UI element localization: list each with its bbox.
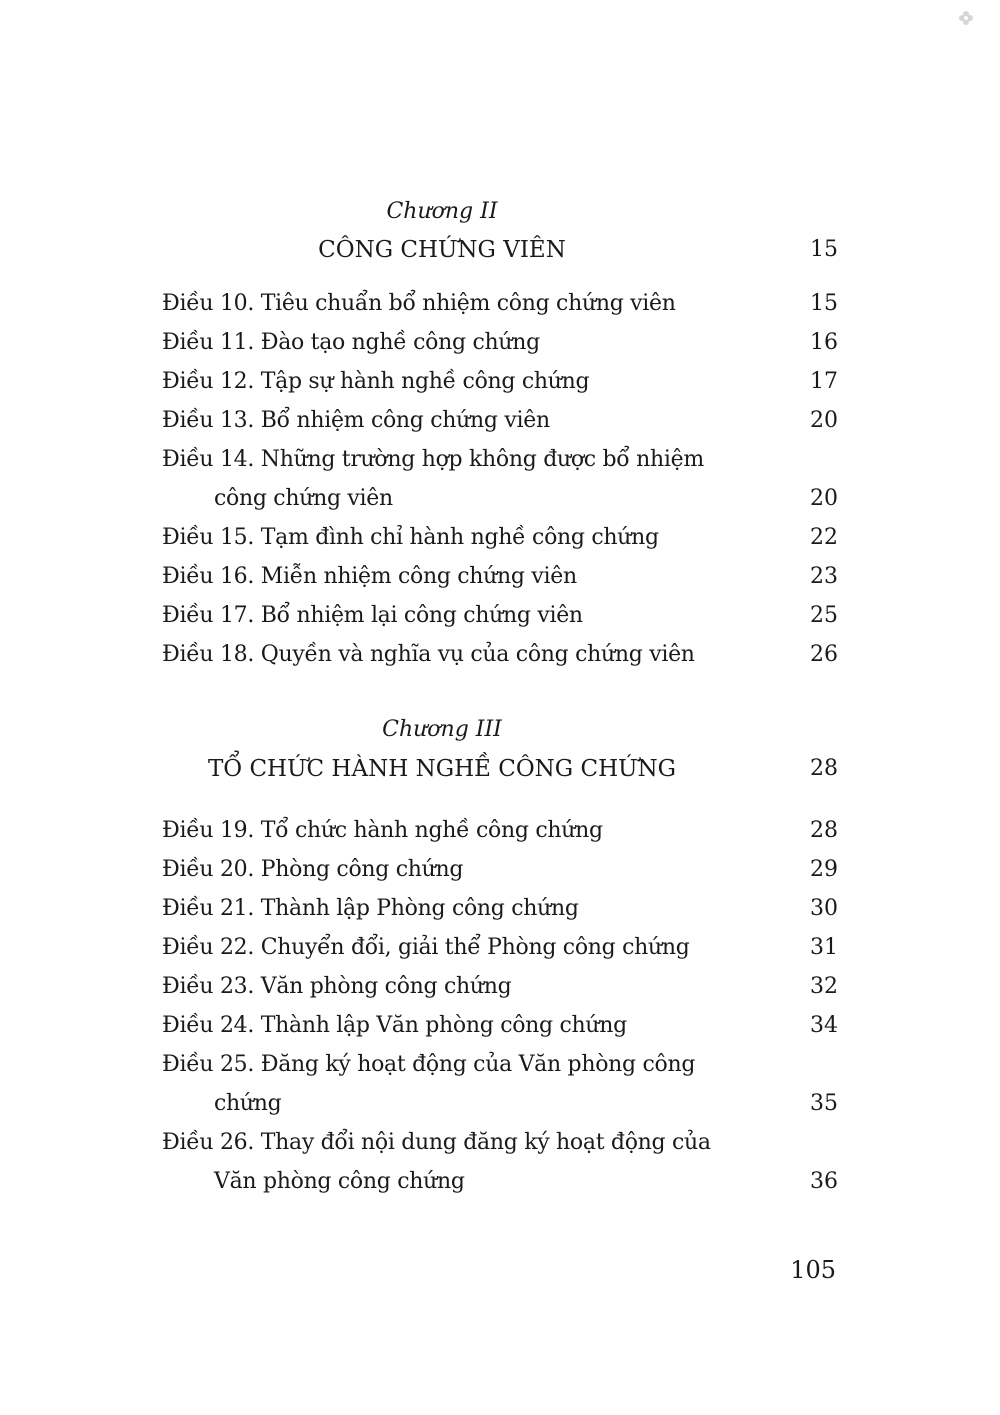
toc-entry-page: 17: [810, 369, 838, 394]
toc-entry-title: Điều 18. Quyền và nghĩa vụ của công chứng viên: [162, 642, 695, 667]
toc-entry[interactable]: [162, 1011, 838, 1041]
toc-entry-page: 32: [810, 974, 838, 999]
toc-entry-continuation[interactable]: [162, 1167, 838, 1197]
toc-entry-page: 30: [810, 896, 838, 921]
toc-entry[interactable]: [162, 894, 838, 924]
toc-entry-page: 23: [810, 564, 838, 589]
toc-entry-page: 16: [810, 330, 838, 355]
toc-entry[interactable]: [162, 406, 838, 436]
flower-watermark-icon: [958, 10, 974, 26]
toc-entry[interactable]: [162, 855, 838, 885]
toc-entry[interactable]: [162, 328, 838, 358]
toc-entry[interactable]: [162, 562, 838, 592]
toc-entry-page: 26: [810, 642, 838, 667]
toc-entry-title: Điều 24. Thành lập Văn phòng công chứng: [162, 1013, 627, 1038]
toc-entry[interactable]: [162, 972, 838, 1002]
toc-entry-title: Điều 23. Văn phòng công chứng: [162, 974, 512, 999]
chapter-3-page: 28: [810, 756, 838, 781]
chapter-2-label: Chương II: [386, 199, 498, 224]
toc-entry-title: Điều 14. Những trường hợp không được bổ nhiệm: [162, 447, 704, 472]
toc-entry-page: 31: [810, 935, 838, 960]
chapter-2-title: CÔNG CHỨNG VIÊN: [318, 237, 566, 263]
chapter-2-heading[interactable]: [162, 234, 838, 266]
toc-entry-continuation[interactable]: [162, 1089, 838, 1119]
toc-entry-title: Điều 12. Tập sự hành nghề công chứng: [162, 369, 590, 394]
toc-entry-title: Điều 26. Thay đổi nội dung đăng ký hoạt động của: [162, 1130, 711, 1155]
toc-entry-title: Điều 19. Tổ chức hành nghề công chứng: [162, 818, 603, 843]
toc-entry-title: Điều 25. Đăng ký hoạt động của Văn phòng công: [162, 1052, 696, 1077]
toc-entry[interactable]: [162, 445, 838, 475]
toc-entry-title: Điều 15. Tạm đình chỉ hành nghề công chứng: [162, 525, 659, 550]
toc-entry-title: Điều 16. Miễn nhiệm công chứng viên: [162, 564, 577, 589]
toc-entry[interactable]: [162, 601, 838, 631]
toc-entry-continuation[interactable]: [162, 484, 838, 514]
toc-entry[interactable]: [162, 933, 838, 963]
toc-entry-page: 20: [810, 408, 838, 433]
toc-entry-title: Điều 20. Phòng công chứng: [162, 857, 464, 882]
toc-entry-title-continued: Văn phòng công chứng: [214, 1169, 465, 1194]
chapter-3-label: Chương III: [382, 717, 502, 742]
toc-entry-title: Điều 10. Tiêu chuẩn bổ nhiệm công chứng viên: [162, 291, 676, 316]
toc-entry-page: 22: [810, 525, 838, 550]
chapter-2-page: 15: [810, 237, 838, 262]
toc-entry-page: 34: [810, 1013, 838, 1038]
toc-entry-title-continued: chứng: [214, 1091, 282, 1116]
chapter-3-title: TỔ CHỨC HÀNH NGHỀ CÔNG CHỨNG: [207, 756, 677, 782]
toc-entry-title: Điều 17. Bổ nhiệm lại công chứng viên: [162, 603, 583, 628]
toc-entry-title: Điều 21. Thành lập Phòng công chứng: [162, 896, 579, 921]
chapter-3-heading[interactable]: [162, 753, 838, 785]
toc-entry[interactable]: [162, 1050, 838, 1080]
toc-entry[interactable]: [162, 367, 838, 397]
page-number: 105: [790, 1256, 836, 1284]
toc-entry[interactable]: [162, 523, 838, 553]
toc-entry[interactable]: [162, 289, 838, 319]
toc-entry[interactable]: [162, 640, 838, 670]
toc-entry[interactable]: [162, 816, 838, 846]
toc-entry-title: Điều 22. Chuyển đổi, giải thể Phòng công chứng: [162, 935, 690, 960]
toc-entry-page: 25: [810, 603, 838, 628]
toc-entry-page: 29: [810, 857, 838, 882]
toc-entry-title-continued: công chứng viên: [214, 486, 393, 511]
toc-entry-title: Điều 13. Bổ nhiệm công chứng viên: [162, 408, 550, 433]
toc-entry-page: 20: [810, 486, 838, 511]
toc-entry-page: 36: [810, 1169, 838, 1194]
toc-entry-page: 28: [810, 818, 838, 843]
toc-entry[interactable]: [162, 1128, 838, 1158]
toc-entry-page: 35: [810, 1091, 838, 1116]
toc-entry-page: 15: [810, 291, 838, 316]
toc-entry-title: Điều 11. Đào tạo nghề công chứng: [162, 330, 540, 355]
